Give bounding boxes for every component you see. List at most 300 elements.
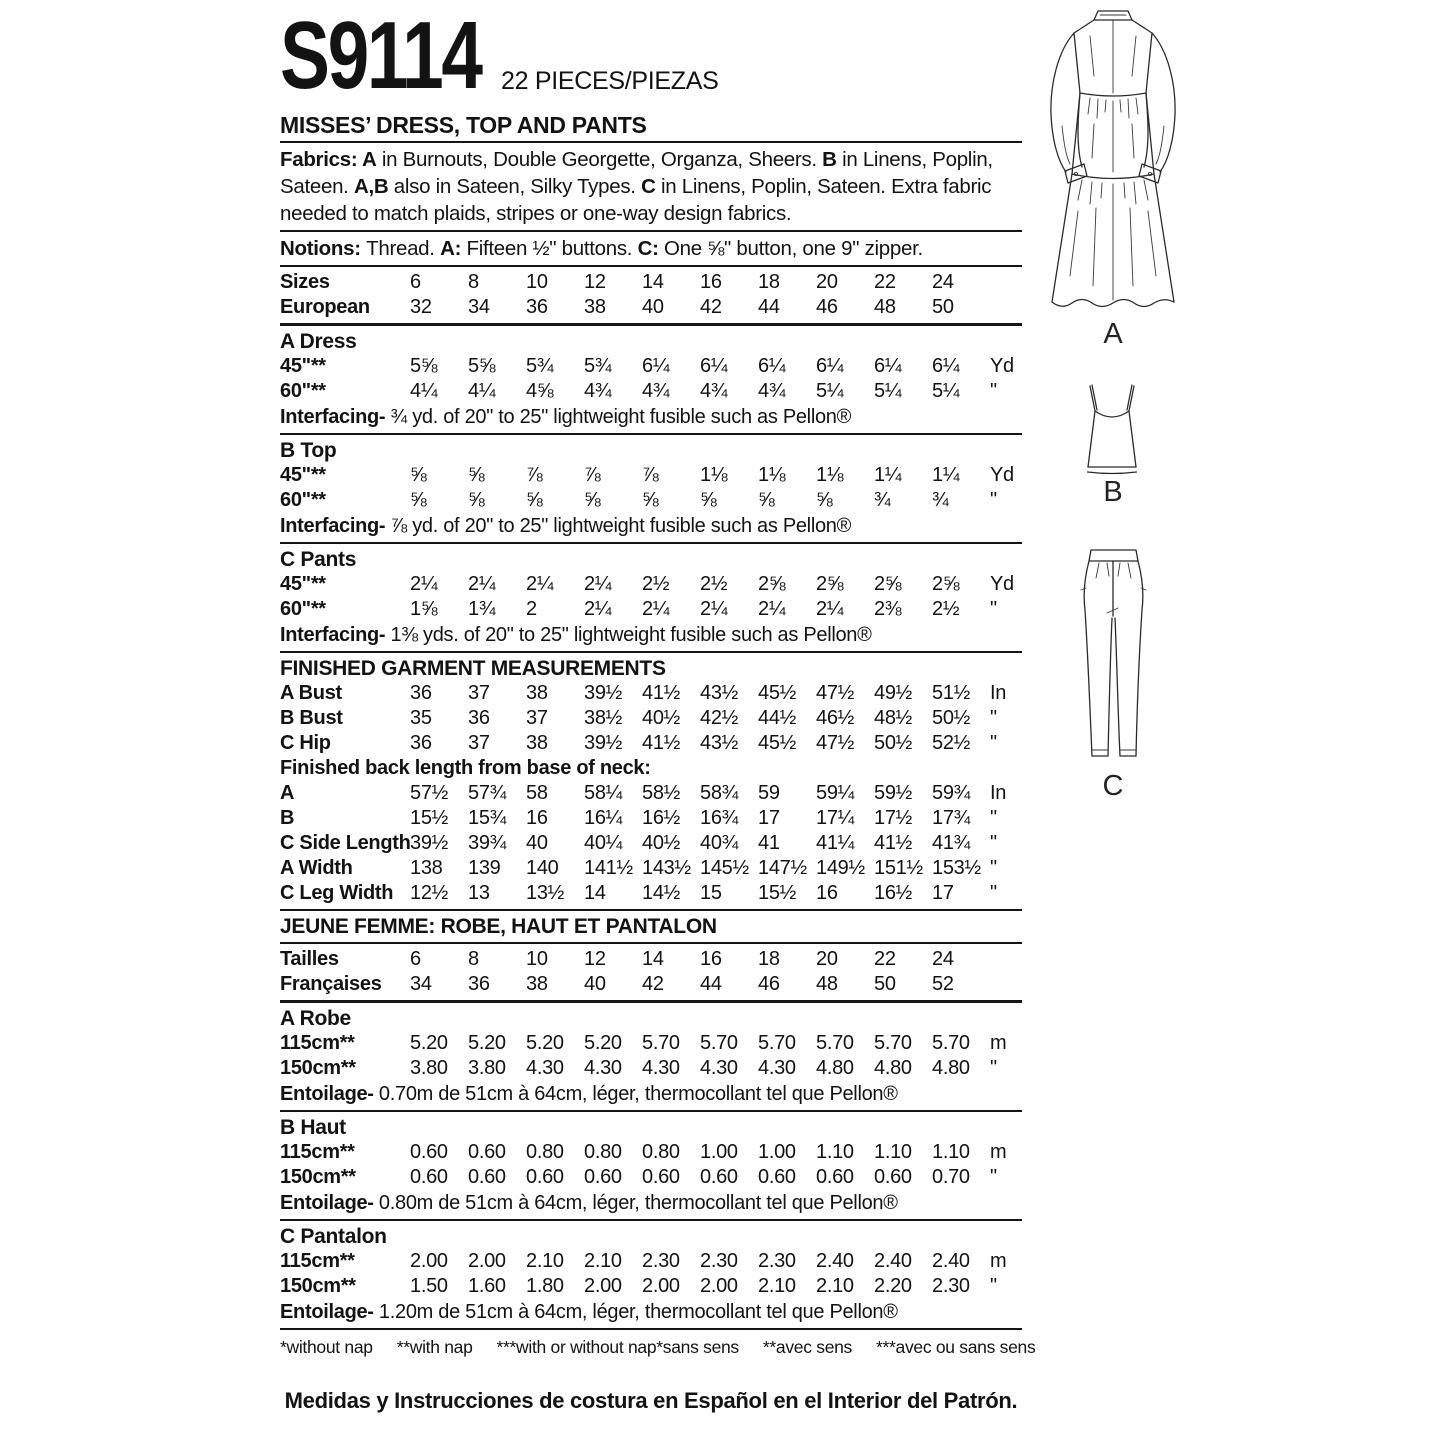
entoilage-note xyxy=(280,1082,1022,1107)
garment-illustrations xyxy=(1028,0,1198,802)
notions-text xyxy=(280,235,1022,262)
table-cell: 2.30 xyxy=(700,1250,738,1272)
table-cell: 17½ xyxy=(874,807,913,829)
table-row xyxy=(280,706,1022,731)
table-cell: 10 xyxy=(526,271,548,293)
table-cell: 1¼ xyxy=(932,464,960,486)
table-cell: 2 xyxy=(526,598,537,620)
table-cell: 2.10 xyxy=(526,1250,564,1272)
table-cell: 34 xyxy=(468,296,490,318)
table-cell: ¾ xyxy=(874,489,891,511)
table-cell: 12½ xyxy=(410,882,449,904)
table-cell: 44 xyxy=(700,973,722,995)
table-cell: 52½ xyxy=(932,732,971,754)
table-cell: 0.60 xyxy=(468,1166,506,1188)
table-cell: 39½ xyxy=(584,682,623,704)
table-cell: 40½ xyxy=(642,707,681,729)
table-cell: 0.60 xyxy=(700,1166,738,1188)
unit-cell: " xyxy=(990,380,997,402)
sub-heading: Finished back length from base of neck: xyxy=(280,757,651,779)
text-run: B xyxy=(822,148,837,171)
table-cell: 17¾ xyxy=(932,807,971,829)
table-cell: 18 xyxy=(758,948,780,970)
entoilage-note xyxy=(280,1191,1022,1216)
table-cell: 48½ xyxy=(874,707,913,729)
table-cell: 8 xyxy=(468,271,479,293)
pattern-number: S9114 xyxy=(280,2,481,109)
text-run: A,B xyxy=(353,175,389,198)
table-cell: 40 xyxy=(526,832,548,854)
figure-top xyxy=(1028,384,1198,508)
table-cell: 2.40 xyxy=(874,1250,912,1272)
row-label: 115cm** xyxy=(280,1032,355,1054)
table-cell: 16 xyxy=(816,882,838,904)
table-cell: 5.20 xyxy=(468,1032,506,1054)
row-label: 150cm** xyxy=(280,1275,356,1297)
figure-label-b: B xyxy=(1103,476,1123,508)
table-cell: 58½ xyxy=(642,782,681,804)
table-cell: 4.80 xyxy=(816,1057,854,1079)
note-label: Interfacing- xyxy=(280,406,386,428)
table-cell: 2.00 xyxy=(700,1275,738,1297)
table-cell: 16¾ xyxy=(700,807,739,829)
table-cell: ⅝ xyxy=(468,464,485,486)
table-cell: 37 xyxy=(468,682,490,704)
table-cell: 1.50 xyxy=(410,1275,448,1297)
table-cell: 141½ xyxy=(584,857,633,879)
row-label: A Bust xyxy=(280,682,342,704)
unit-cell: " xyxy=(990,732,997,754)
note-text: 0.80m de 51cm à 64cm, léger, thermocollant tel que Pellon® xyxy=(373,1192,898,1214)
table-row xyxy=(280,806,1022,831)
unit-cell: Yd xyxy=(990,573,1014,595)
table-cell: ⅝ xyxy=(584,489,601,511)
table-cell: 41½ xyxy=(642,682,681,704)
table-cell: 1.00 xyxy=(758,1141,796,1163)
table-cell: 143½ xyxy=(642,857,691,879)
row-label: European xyxy=(280,296,370,318)
table-cell: 149½ xyxy=(816,857,865,879)
table-cell: 41¾ xyxy=(932,832,971,854)
footnote-item: *without nap xyxy=(280,1337,373,1357)
table-cell: 36 xyxy=(410,732,432,754)
table-cell: 14 xyxy=(584,882,606,904)
text-run: Fabrics: xyxy=(280,148,362,171)
table-cell: 59½ xyxy=(874,782,913,804)
table-cell: 46½ xyxy=(816,707,855,729)
table-cell: 13 xyxy=(468,882,490,904)
table-row xyxy=(280,1274,1022,1299)
table-row xyxy=(280,463,1022,488)
table-cell: 0.60 xyxy=(410,1166,448,1188)
table-cell: 4¾ xyxy=(584,380,612,402)
yardage-table-b xyxy=(280,463,1022,513)
table-cell: ⅝ xyxy=(700,489,717,511)
table-cell: 36 xyxy=(410,682,432,704)
table-cell: 4.30 xyxy=(584,1057,622,1079)
table-cell: 153½ xyxy=(932,857,981,879)
fabrics-text xyxy=(280,146,1022,227)
table-cell: 38 xyxy=(526,973,548,995)
table-cell: 2¼ xyxy=(584,598,612,620)
table-row xyxy=(280,572,1022,597)
table-cell: 2½ xyxy=(642,573,670,595)
row-label: B Bust xyxy=(280,707,343,729)
table-cell: 34 xyxy=(410,973,432,995)
divider xyxy=(280,909,1022,911)
table-cell: 6¼ xyxy=(816,355,844,377)
table-cell: 38 xyxy=(584,296,606,318)
table-cell: 3.80 xyxy=(410,1057,448,1079)
pattern-info-column xyxy=(280,2,1036,1414)
table-cell: 36 xyxy=(526,296,548,318)
table-cell: 1.10 xyxy=(816,1141,854,1163)
row-label: 150cm** xyxy=(280,1166,356,1188)
table-cell: 16½ xyxy=(642,807,681,829)
unit-cell: " xyxy=(990,882,997,904)
table-cell: 2¼ xyxy=(758,598,786,620)
table-cell: 2.30 xyxy=(932,1275,970,1297)
table-cell: 41¼ xyxy=(816,832,855,854)
table-cell: 37 xyxy=(526,707,548,729)
french-sizes-table xyxy=(280,947,1022,997)
table-cell: 1¾ xyxy=(468,598,496,620)
unit-cell: " xyxy=(990,832,997,854)
header xyxy=(280,2,1022,109)
table-cell: 38½ xyxy=(584,707,623,729)
divider xyxy=(280,433,1022,435)
table-cell: 4¾ xyxy=(642,380,670,402)
yardage-table-c xyxy=(280,572,1022,622)
table-cell: 44½ xyxy=(758,707,797,729)
interfacing-note xyxy=(280,514,1022,539)
table-cell: 36 xyxy=(468,973,490,995)
table-cell: 12 xyxy=(584,271,606,293)
table-cell: 40¾ xyxy=(700,832,739,854)
divider xyxy=(280,542,1022,544)
table-cell: 3.80 xyxy=(468,1057,506,1079)
table-cell: 18 xyxy=(758,271,780,293)
table-cell: 58¼ xyxy=(584,782,623,804)
unit-cell: " xyxy=(990,707,997,729)
table-cell: 138 xyxy=(410,857,443,879)
table-cell: 20 xyxy=(816,271,838,293)
table-cell: 2¼ xyxy=(584,573,612,595)
table-cell: 59¼ xyxy=(816,782,855,804)
table-cell: 50½ xyxy=(932,707,971,729)
table-cell: 2⅜ xyxy=(874,598,902,620)
section-heading: B Haut xyxy=(280,1116,346,1139)
table-cell: 2¼ xyxy=(410,573,438,595)
footnote-item: **avec sens xyxy=(762,1337,853,1357)
table-cell: ⅝ xyxy=(526,489,543,511)
table-cell: 13½ xyxy=(526,882,565,904)
table-cell: 5.70 xyxy=(642,1032,680,1054)
unit-cell: " xyxy=(990,857,997,879)
table-cell: 2½ xyxy=(932,598,960,620)
table-cell: 0.60 xyxy=(874,1166,912,1188)
table-cell: 14 xyxy=(642,948,664,970)
table-cell: 43½ xyxy=(700,682,739,704)
section-c-pants xyxy=(280,547,1022,653)
table-cell: 6¼ xyxy=(874,355,902,377)
table-row xyxy=(280,856,1022,881)
figure-label-a: A xyxy=(1103,318,1123,350)
section-b-haut xyxy=(280,1115,1022,1221)
table-cell: 5.70 xyxy=(932,1032,970,1054)
divider xyxy=(280,1219,1022,1221)
table-cell: 5.20 xyxy=(526,1032,564,1054)
table-cell: 4.30 xyxy=(642,1057,680,1079)
table-cell: 5⅝ xyxy=(468,355,496,377)
text-run: A xyxy=(361,148,377,171)
divider xyxy=(280,141,1022,143)
text-run: One ⅝" button, one 9" zipper. xyxy=(658,237,923,260)
table-cell: 5¼ xyxy=(816,380,844,402)
section-heading: A Dress xyxy=(280,330,357,353)
table-cell: 46 xyxy=(816,296,838,318)
table-cell: 5¾ xyxy=(526,355,554,377)
table-cell: 140 xyxy=(526,857,559,879)
row-label: A Width xyxy=(280,857,353,879)
section-a-robe xyxy=(280,1006,1022,1112)
section-heading: A Robe xyxy=(280,1007,351,1030)
yardage-table-a xyxy=(280,354,1022,404)
table-row xyxy=(280,270,1022,295)
table-cell: 2.20 xyxy=(874,1275,912,1297)
table-cell: ⅞ xyxy=(526,464,543,486)
table-cell: 14½ xyxy=(642,882,681,904)
section-heading: FINISHED GARMENT MEASUREMENTS xyxy=(280,657,666,680)
table-cell: 1⅛ xyxy=(816,464,844,486)
table-cell: 2⅝ xyxy=(758,573,786,595)
table-row xyxy=(280,1031,1022,1056)
table-cell: 40 xyxy=(642,296,664,318)
table-cell: 2¼ xyxy=(468,573,496,595)
table-cell: 58 xyxy=(526,782,548,804)
section-a-dress xyxy=(280,329,1022,435)
table-cell: 2.10 xyxy=(584,1250,622,1272)
table-cell: 0.70 xyxy=(932,1166,970,1188)
table-cell: 5¼ xyxy=(874,380,902,402)
table-cell: 15 xyxy=(700,882,722,904)
table-cell: 5.70 xyxy=(874,1032,912,1054)
table-cell: 6¼ xyxy=(700,355,728,377)
table-cell: 2¼ xyxy=(642,598,670,620)
table-cell: 2¼ xyxy=(700,598,728,620)
table-cell: 22 xyxy=(874,948,896,970)
table-cell: 5.20 xyxy=(410,1032,448,1054)
divider xyxy=(280,1000,1022,1003)
table-row xyxy=(280,597,1022,622)
table-row xyxy=(280,881,1022,906)
table-cell: 44 xyxy=(758,296,780,318)
table-cell: 1.10 xyxy=(874,1141,912,1163)
table-cell: 39¾ xyxy=(468,832,507,854)
note-text: 1.20m de 51cm à 64cm, léger, thermocollant tel que Pellon® xyxy=(373,1301,898,1323)
table-row xyxy=(280,781,1022,806)
table-cell: 2.30 xyxy=(758,1250,796,1272)
metric-table-c xyxy=(280,1249,1022,1299)
table-cell: ⅝ xyxy=(642,489,659,511)
table-cell: 39½ xyxy=(410,832,449,854)
section-french xyxy=(280,914,1022,1330)
dress-line-drawing-icon xyxy=(1038,6,1188,318)
row-label: 115cm** xyxy=(280,1141,355,1163)
table-cell: 4¾ xyxy=(700,380,728,402)
table-cell: 4¼ xyxy=(410,380,438,402)
table-cell: 45½ xyxy=(758,732,797,754)
table-row xyxy=(280,295,1022,320)
text-run: C: xyxy=(637,237,659,260)
table-cell: 51½ xyxy=(932,682,971,704)
table-cell: 5.70 xyxy=(758,1032,796,1054)
table-cell: 5¼ xyxy=(932,380,960,402)
text-run: in Linens, Poplin, Sateen. Extra fabric needed to match plaids, stripes or one-way design fabrics. xyxy=(280,175,992,225)
section-heading: B Top xyxy=(280,439,337,462)
table-cell: 2.00 xyxy=(410,1250,448,1272)
table-cell: 15¾ xyxy=(468,807,507,829)
table-cell: 24 xyxy=(932,948,954,970)
unit-cell: " xyxy=(990,1275,997,1297)
table-cell: 57½ xyxy=(410,782,449,804)
unit-cell: In xyxy=(990,682,1007,704)
french-title: JEUNE FEMME: ROBE, HAUT ET PANTALON xyxy=(280,915,717,938)
table-cell: 14 xyxy=(642,271,664,293)
table-cell: 59¾ xyxy=(932,782,971,804)
note-label: Entoilage- xyxy=(280,1192,374,1214)
table-cell: 40½ xyxy=(642,832,681,854)
table-cell: 15½ xyxy=(410,807,449,829)
table-cell: 2⅝ xyxy=(874,573,902,595)
table-cell: 1.80 xyxy=(526,1275,564,1297)
section-c-pantalon xyxy=(280,1224,1022,1330)
table-cell: 1⅝ xyxy=(410,598,438,620)
unit-cell: " xyxy=(990,598,997,620)
table-cell: 42 xyxy=(642,973,664,995)
table-cell: 45½ xyxy=(758,682,797,704)
text-run: C xyxy=(641,175,656,198)
footnotes xyxy=(280,1336,1036,1358)
unit-cell: m xyxy=(990,1032,1007,1054)
table-cell: 0.60 xyxy=(526,1166,564,1188)
section-heading: C Pants xyxy=(280,548,357,571)
table-cell: ⅝ xyxy=(468,489,485,511)
table-cell: 35 xyxy=(410,707,432,729)
row-label: 60"** xyxy=(280,380,326,402)
divider xyxy=(280,230,1022,232)
table-cell: 20 xyxy=(816,948,838,970)
table-cell: 2⅝ xyxy=(932,573,960,595)
table-cell: 52 xyxy=(932,973,954,995)
table-cell: ⅞ xyxy=(642,464,659,486)
unit-cell: Yd xyxy=(990,355,1014,377)
table-cell: 5¾ xyxy=(584,355,612,377)
divider xyxy=(280,323,1022,326)
text-run: Notions: xyxy=(280,237,367,260)
table-cell: 4¾ xyxy=(758,380,786,402)
text-run: in Burnouts, Double Georgette, Organza, Sheers. xyxy=(376,148,823,171)
table-cell: 4.80 xyxy=(932,1057,970,1079)
unit-cell: In xyxy=(990,782,1007,804)
footnotes-french xyxy=(656,1336,1035,1358)
table-cell: 10 xyxy=(526,948,548,970)
table-cell: 0.80 xyxy=(584,1141,622,1163)
footnote-item: **with nap xyxy=(396,1337,473,1357)
table-cell: 0.60 xyxy=(642,1166,680,1188)
metric-table-b xyxy=(280,1140,1022,1190)
table-cell: 43½ xyxy=(700,732,739,754)
table-cell: 2.40 xyxy=(816,1250,854,1272)
table-cell: 5.20 xyxy=(584,1032,622,1054)
table-cell: 5.70 xyxy=(816,1032,854,1054)
table-cell: 16¼ xyxy=(584,807,623,829)
table-row xyxy=(280,831,1022,856)
table-row xyxy=(280,947,1022,972)
table-cell: 1.10 xyxy=(932,1141,970,1163)
table-cell: 4.80 xyxy=(874,1057,912,1079)
table-cell: 4¼ xyxy=(468,380,496,402)
table-cell: 139 xyxy=(468,857,501,879)
table-row xyxy=(280,488,1022,513)
divider xyxy=(280,1110,1022,1112)
unit-cell: m xyxy=(990,1250,1007,1272)
row-label: B xyxy=(280,807,295,829)
section-finished-measurements xyxy=(280,656,1022,911)
table-cell: 0.80 xyxy=(642,1141,680,1163)
table-row xyxy=(280,1249,1022,1274)
table-cell: 50 xyxy=(874,973,896,995)
text-run: in Linens, Poplin, Sateen. xyxy=(280,148,993,198)
row-label: C Hip xyxy=(280,732,331,754)
table-row xyxy=(280,1056,1022,1081)
table-cell: 41½ xyxy=(874,832,913,854)
table-cell: 50½ xyxy=(874,732,913,754)
table-cell: 2.00 xyxy=(584,1275,622,1297)
finished-table-1 xyxy=(280,681,1022,756)
section-heading: C Pantalon xyxy=(280,1225,387,1248)
note-text: ¾ yd. of 20" to 25" lightweight fusible such as Pellon® xyxy=(385,406,852,428)
table-cell: 59 xyxy=(758,782,780,804)
row-label: 60"** xyxy=(280,489,326,511)
table-cell: 1⅛ xyxy=(758,464,786,486)
table-cell: 12 xyxy=(584,948,606,970)
note-text: ⅞ yd. of 20" to 25" lightweight fusible such as Pellon® xyxy=(385,515,852,537)
entoilage-note xyxy=(280,1300,1022,1325)
finished-table-2 xyxy=(280,781,1022,906)
table-cell: 2.30 xyxy=(642,1250,680,1272)
table-cell: 6¼ xyxy=(932,355,960,377)
table-cell: 15½ xyxy=(758,882,797,904)
text-run: Thread. xyxy=(366,237,441,260)
table-cell: 41 xyxy=(758,832,780,854)
divider xyxy=(280,1328,1022,1330)
table-cell: 0.80 xyxy=(526,1141,564,1163)
row-label: 60"** xyxy=(280,598,326,620)
table-cell: 5⅝ xyxy=(410,355,438,377)
table-cell: 2.10 xyxy=(816,1275,854,1297)
table-cell: 1¼ xyxy=(874,464,902,486)
table-cell: 46 xyxy=(758,973,780,995)
table-cell: 38 xyxy=(526,682,548,704)
table-cell: 1⅛ xyxy=(700,464,728,486)
table-cell: 1.60 xyxy=(468,1275,506,1297)
table-row xyxy=(280,681,1022,706)
row-label: Sizes xyxy=(280,271,330,293)
table-cell: 47½ xyxy=(816,732,855,754)
note-label: Entoilage- xyxy=(280,1083,374,1105)
metric-table-a xyxy=(280,1031,1022,1081)
